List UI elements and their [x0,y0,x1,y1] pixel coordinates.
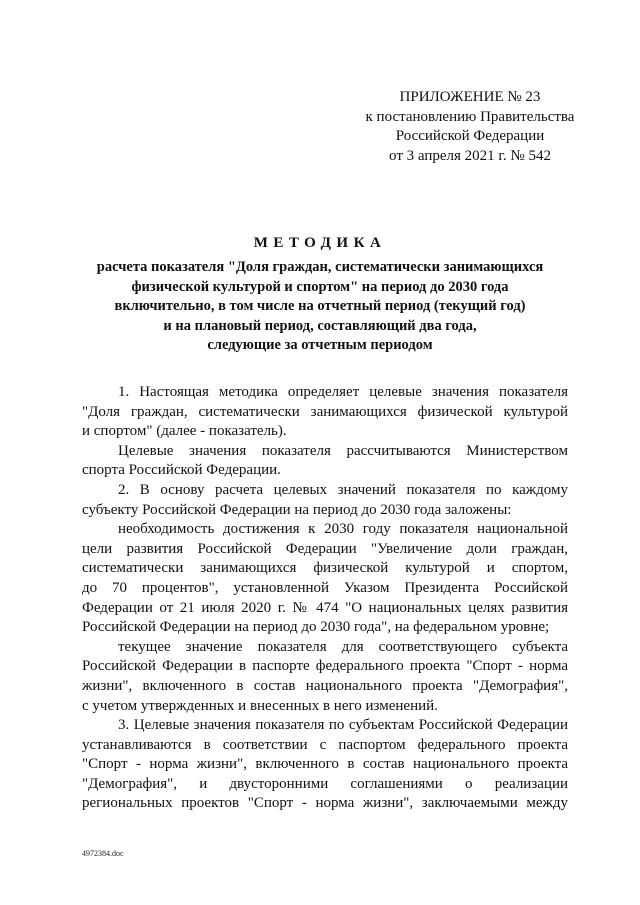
appendix-line-date: от 3 апреля 2021 г. № 542 [389,147,551,164]
paragraph-3-line: "Демография", и двусторонними соглашениями о реализации [82,775,568,792]
subtitle-line: включительно, в том числе на отчетный период (текущий год) [114,298,526,314]
appendix-number: ПРИЛОЖЕНИЕ № 23 [399,89,541,105]
appendix-line-decree: к постановлению Правительства [365,108,575,125]
appendix-block [320,88,620,166]
paragraph-current-value-line: текущее значение показателя для соответствующего субъекта [118,638,568,655]
paragraph-necessity-line: систематически занимающихся физической культурой и спортом, [82,560,568,577]
document-subtitle [60,258,580,356]
appendix-line-government: Российской Федерации [395,128,545,144]
paragraph-2-line: субъекту Российской Федерации на период до 2030 года заложены: [82,501,512,518]
paragraph-3-line: "Спорт - норма жизни", включенного в состав национального проекта [82,756,568,773]
paragraph-necessity-line: до 70 процентов", установленной Указом Президента Российской [82,579,568,596]
paragraph-current-value-line: с учетом утвержденных и внесенных в него изменений. [82,697,438,714]
paragraph-necessity-line: Российской Федерации на период до 2030 года", на федеральном уровне; [82,619,550,636]
document-title: МЕТОДИКА [253,235,387,251]
subtitle-line: физической культурой и спортом" на период до 2030 года [131,278,509,295]
paragraph-1-line: "Доля граждан, систематически занимающихся физической культурой [82,403,568,420]
paragraph-1-line: и спортом" (далее - показатель). [82,423,287,440]
paragraph-3-line: 3. Целевые значения показателя по субъектам Российской Федерации [118,717,568,734]
document-body [82,383,568,814]
paragraph-responsible-line: Целевые значения показателя рассчитываются Министерством [118,442,568,459]
paragraph-necessity-line: Федерации от 21 июля 2020 г. № 474 "О национальных целях развития [82,599,568,616]
paragraph-1-line: 1. Настоящая методика определяет целевые значения показателя [118,384,568,400]
subtitle-line: следующие за отчетным периодом [207,337,433,353]
subtitle-line: и на плановый период, составляющий два года, [163,317,477,334]
document-file-name: 4972384.doc [82,849,124,858]
paragraph-necessity-line: цели развития Российской Федерации "Увеличение доли граждан, [82,540,568,557]
paragraph-current-value-line: жизни", включенного в состав национального проекта "Демография", [82,677,568,694]
paragraph-current-value-line: Российской Федерации в паспорте федерального проекта "Спорт - норма [82,658,568,675]
subtitle-line: расчета показателя "Доля граждан, систематически занимающихся [96,259,544,275]
paragraph-necessity-line: необходимость достижения к 2030 году показателя национальной [118,521,568,538]
paragraph-3-line: устанавливаются в соответствии с паспортом федерального проекта [82,736,568,753]
paragraph-2-line: 2. В основу расчета целевых значений показателя по каждому [118,481,568,498]
paragraph-3-line: региональных проектов "Спорт - норма жизни", заключаемыми между [82,795,568,812]
paragraph-responsible-line: спорта Российской Федерации. [82,462,281,479]
